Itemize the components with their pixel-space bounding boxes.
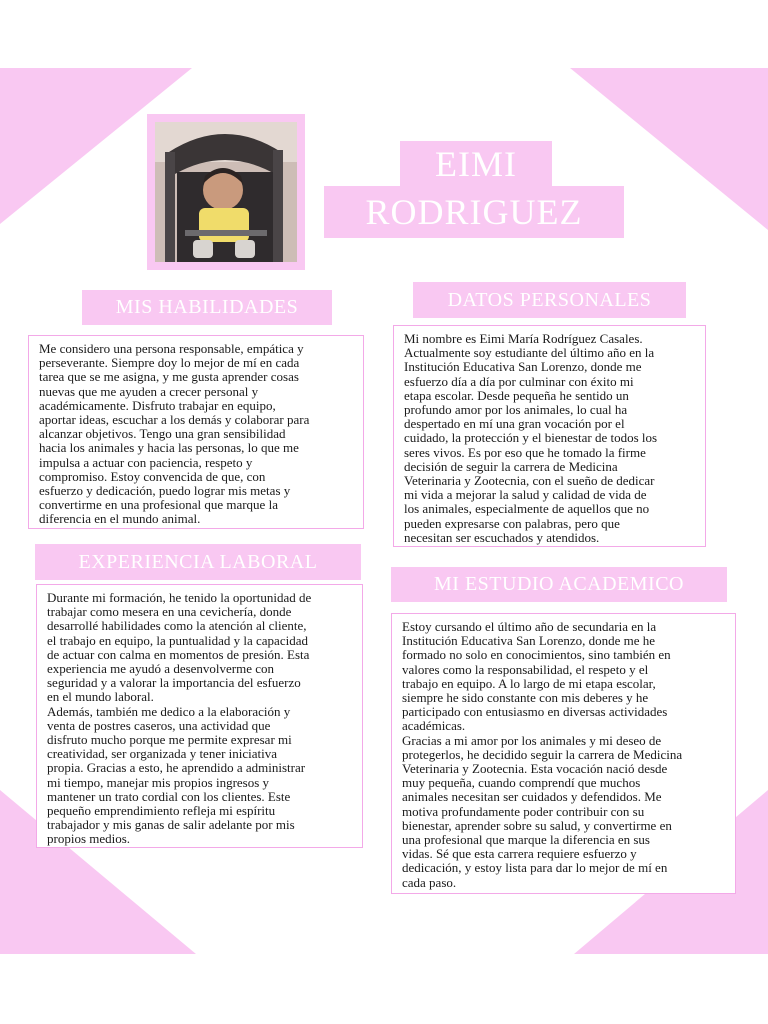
name-first: EIMI [400, 141, 552, 187]
personal-data-heading: DATOS PERSONALES [413, 282, 686, 318]
profile-photo-frame [147, 114, 305, 270]
work-experience-heading: EXPERIENCIA LABORAL [35, 544, 361, 580]
baby-in-stroller-photo [155, 122, 297, 262]
work-experience-text: Durante mi formación, he tenido la oportunidad de trabajar como mesera en una cevichería, donde desarrollé habilidades como la atención al cliente, el trabajo en equipo, la puntualidad y la capacidad de actuar con calma en momentos de presión. Esta experiencia me ayudó a desenvolverme con seguridad y a valorar la importancia del esfuerzo en el mundo laboral. Además, también me dedico a la elaboración y venta de postres caseros, una actividad que disfruto mucho porque me permite expresar mi creatividad, ser organizada y tener iniciativa propia. Gracias a esto, he aprendido a administrar mi tiempo, manejar mis propios ingresos y mantener un trato cordial con los clientes. Este pequeño emprendimiento refleja mi espíritu trabajador y mis ganas de salir adelante por mis propios medios. [36, 584, 363, 848]
personal-data-text: Mi nombre es Eimi María Rodríguez Casales. Actualmente soy estudiante del último año en la Institución Educativa San Lorenzo, donde me esfuerzo día a día por culminar con éxito mi etapa escolar. Desde pequeña he sentido un profundo amor por los animales, lo cual ha despertado en mí una gran vocación por el cuidado, la protección y el bienestar de todos los seres vivos. Es por eso que he tomado la firme decisión de seguir la carrera de Medicina Veterinaria y Zootecnia, con el sueño de dedicar mi vida a mejorar la salud y calidad de vida de los animales, especialmente de aquellos que no pueden expresarse con palabras, pero que necesitan ser escuchados y atendidos. [393, 325, 706, 547]
name-last: RODRIGUEZ [324, 186, 624, 238]
academic-study-text: Estoy cursando el último año de secundaria en la Institución Educativa San Lorenzo, donde me he formado no solo en conocimientos, sino también en valores como la responsabilidad, el respeto y el trabajo en equipo. A lo largo de mi etapa escolar, siempre he sido constante con mis deberes y he participado con entusiasmo en diversas actividades académicas. Gracias a mi amor por los animales y mi deseo de protegerlos, he decidido seguir la carrera de Medicina Veterinaria y Zootecnia. Esta vocación nació desde muy pequeña, cuando comprendí que muchos animales necesitan ser cuidados y defendidos. Me motiva profundamente poder contribuir con su bienestar, aprender sobre su salud, y convertirme en una profesional que marque la diferencia en sus vidas. Sé que esta carrera requiere esfuerzo y dedicación, y estoy lista para dar lo mejor de mí en cada paso. [391, 613, 736, 894]
profile-photo [155, 122, 297, 262]
academic-study-heading: MI ESTUDIO ACADEMICO [391, 567, 727, 602]
skills-heading: MIS HABILIDADES [82, 290, 332, 325]
skills-text: Me considero una persona responsable, empática y perseverante. Siempre doy lo mejor de mí en cada tarea que se me asigna, y me gusta aprender cosas nuevas que me ayuden a crecer personal y académicamente. Disfruto trabajar en equipo, aportar ideas, escuchar a los demás y colaborar para alcanzar objetivos. Tengo una gran sensibilidad hacia los animales y hacia las personas, lo que me impulsa a actuar con paciencia, respeto y compromiso. Estoy convencida de que, con esfuerzo y dedicación, puedo lograr mis metas y convertirme en una profesional que marque la diferencia en el mundo animal. [28, 335, 364, 529]
